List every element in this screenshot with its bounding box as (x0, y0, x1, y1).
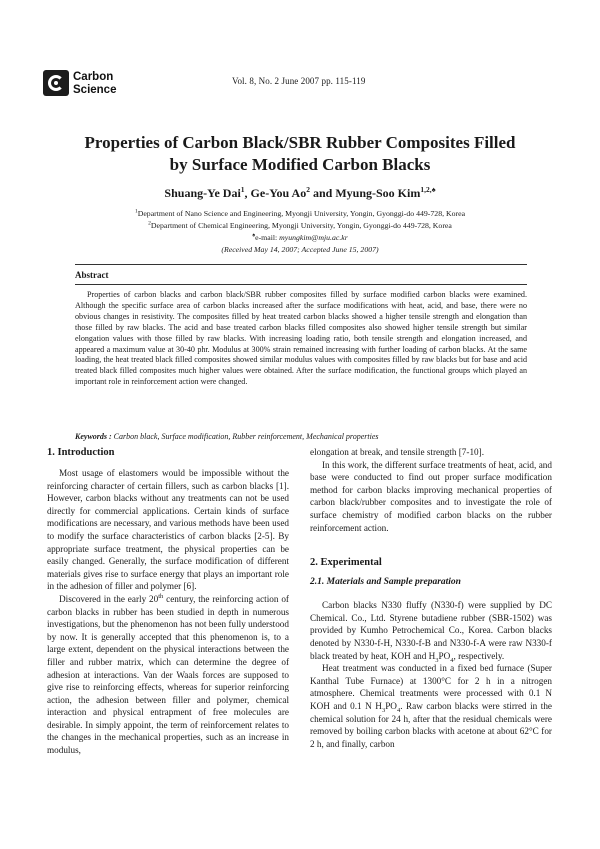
affiliation-2 (60, 221, 540, 230)
abstract-heading: Abstract (75, 270, 109, 280)
abstract-text: Properties of carbon blacks and carbon black/SBR rubber composites filled by surface modified carbon blacks were examined. Although the specific surface area of carbon blacks increased after the surface modifications with heat, acid, and base, there were no obvious changes in resistivity. The composites filled by heat treated carbon blacks showed a higher tensile strength and elongation than those filled by raw blacks. The acid and base treated carbon blacks filled composites also showed higher tensile strength but similar elongation values with those filled by raw blacks. With increasing loading ratio, both tensile strength and elongation increased, and appeared a maximum value at 30-40 phr. Modulus at 300% strain remained increasing with further loading of carbon blacks. At the same loading, the heat treated black filled composites showed similar modulus values with composites filled by raw blacks but for base and acid treated black filled composites much higher values were obtained. After the surface modification, the functional groups which played an important role in reinforcement action were changed. (75, 290, 527, 387)
logo-word-science: Science (73, 84, 117, 96)
keywords-label: Keywords : (75, 432, 114, 441)
exp-p2-subscript: 4 (396, 706, 401, 714)
intro-p2-text: Discovered in the early 20 (59, 593, 159, 604)
author-affiliation-mark: 2 (306, 185, 310, 194)
author-name: Myung-Soo Kim (335, 186, 421, 200)
paper-title (60, 132, 540, 176)
email-address[interactable]: myungkim@mju.ac.kr (279, 233, 348, 242)
received-dates: (Received May 14, 2007; Accepted June 15, 2007) (221, 245, 379, 254)
corresponding-email (60, 233, 540, 242)
email-label: e-mail: (255, 233, 280, 242)
title-line-2: by Surface Modified Carbon Blacks (169, 155, 431, 174)
author-list (60, 186, 540, 201)
exp-p2-text: . Raw carbon blacks were stirred in the chemical solution for 24 h, after that the residual chemicals were removed by boiling carbon blacks with acetone at about 62°C for 2 h, and finally, carbon (310, 700, 552, 749)
intro-p2-superscript: th (158, 592, 164, 600)
author-name: Ge-You Ao (250, 186, 307, 200)
exp-p2-text: Heat treatment was conducted in a fixed bed furnace (Super Kanthal Tube Furnace) at 1300°C for 2 h in a nitrogen atmosphere. Chemical treatments were processed with 0.1 N KOH and 0.1 N H (310, 663, 552, 711)
exp-p1-subscript: 3 (435, 656, 439, 664)
exp-p1-text: PO (438, 650, 451, 661)
affiliation-1 (60, 209, 540, 218)
exp-p2-subscript: 3 (381, 706, 386, 714)
keywords-line (75, 432, 527, 441)
abstract-top-rule (75, 264, 527, 265)
exp-p1-text: Carbon blacks N330 fluffy (N330-f) were supplied by DC Chemical. Co., Ltd. Styrene butadiene rubber (SBR-1502) was provided by Kumho Petrochemical Co., Korea. Carbon blacks denoted by N330-f-H, N330-f-B and N330-f-A were raw N330-f black treated by heat, KOH and H (310, 600, 552, 661)
intro-p2-text: century, the reinforcing action of carbon blacks in rubber has been studied in depth in numerous investigations, but the phenomenon has not been fully understood by now. It is generally accepted that this phenomenon is, to a large extent, dependent on the physical interactions between the filler and rubber matrix, which can determine the degree of adhesion at interactions. Van der Waals forces are supposed to give rise to reinforcing effects, whereas for superior reinforcing action, the adhesion between filler and polymer, chemical interaction and physical entrapment of free molecules are desirable. In simply appoint, the term of reinforcement relates to the changes in the mechanical properties, such as an increase in modulus, (47, 593, 289, 756)
body-column-left (47, 446, 289, 757)
abstract-heading-rule (75, 284, 527, 285)
body-column-right (310, 446, 552, 750)
keywords-text: Carbon black, Surface modification, Rubber reinforcement, Mechanical properties (113, 432, 379, 441)
affiliation-mark: 2 (148, 220, 151, 227)
section-heading-experimental: 2. Experimental (310, 557, 382, 569)
author-name: Shuang-Ye Dai (164, 186, 241, 200)
carbon-logo-icon (43, 70, 69, 96)
author-separator: and (309, 186, 336, 200)
title-line-1: Properties of Carbon Black/SBR Rubber Composites Filled (84, 133, 516, 152)
subsection-heading-materials: 2.1. Materials and Sample preparation (310, 577, 461, 588)
exp-p1-text: , respectively. (453, 650, 505, 661)
logo-word-carbon: Carbon (73, 71, 114, 83)
intro-paragraph-3: In this work, the different surface treatments of heat, acid, and base were conducted to find out proper surface modification method for carbon blacks improving mechanical properties of carbon black/rubber composites and to investigate the role of surface chemistry of modified carbon blacks on the rubber reinforcement action. (310, 459, 552, 533)
author-affiliation-mark: 1,2,♠ (420, 185, 436, 194)
corresponding-mark: ♠ (252, 232, 256, 239)
section-heading-introduction: 1. Introduction (47, 447, 115, 458)
journal-logo (43, 68, 123, 98)
affiliation-text: Department of Nano Science and Engineering, Myongji University, Yongin, Gyonggi-do 449-728, Korea (137, 209, 466, 218)
affiliation-mark: 1 (134, 208, 138, 215)
exp-p2-text: PO (385, 700, 397, 711)
affiliation-text: Department of Chemical Engineering, Myongji University, Yongin, Gyonggi-do 449-728, Korea (150, 221, 452, 230)
author-affiliation-mark: 1 (240, 185, 245, 194)
experimental-paragraph-1 (310, 599, 552, 662)
exp-p1-subscript: 4 (450, 656, 454, 664)
intro-paragraph-2-continued: elongation at break, and tensile strength [7-10]. (310, 447, 484, 457)
journal-citation: Vol. 8, No. 2 June 2007 pp. 115-119 (232, 76, 366, 86)
experimental-paragraph-2 (310, 662, 552, 750)
intro-paragraph-1: Most usage of elastomers would be impossible without the reinforcing character of certain fillers, such as carbon blacks [1]. However, carbon blacks without any treatments can not be used directly for commercial applications. Certain kinds of surface modifications are necessary, and various methods have been used to modify the surface characteristics of carbon blacks [2-5]. By appropriate surface treatment, the physical properties can be easily changed. Generally, the surface modification of different materials gives rise to surface energy that plays an important role in the adhesion of filler and polymer [6]. (47, 468, 289, 592)
author-separator: , (244, 186, 251, 200)
intro-paragraph-2 (47, 593, 289, 757)
